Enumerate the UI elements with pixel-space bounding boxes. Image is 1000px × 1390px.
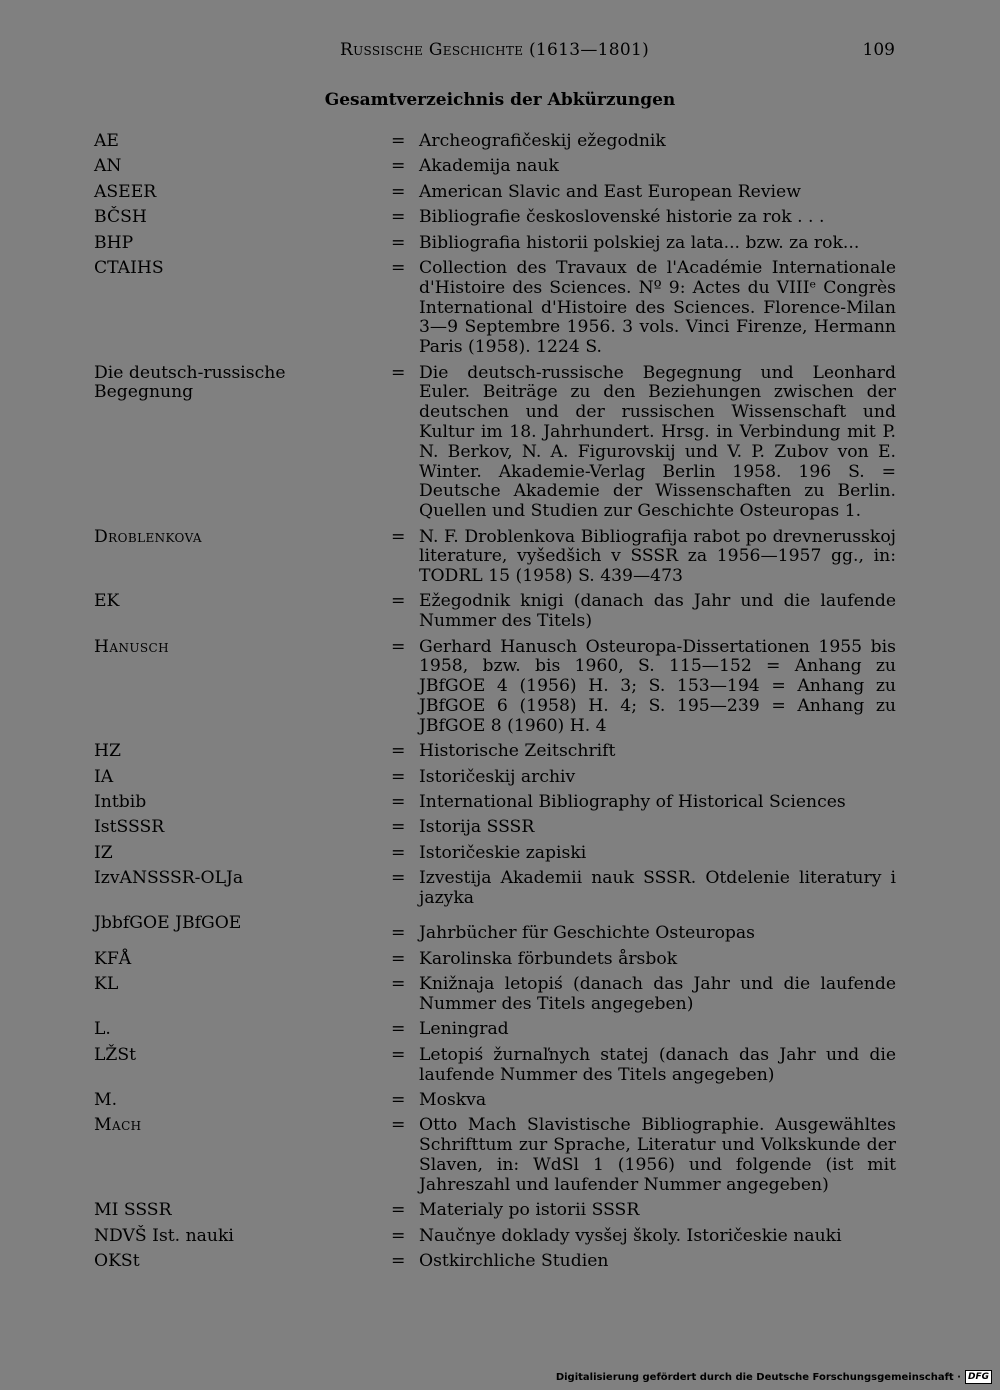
list-item	[94, 638, 896, 737]
list-item	[94, 869, 896, 909]
abbreviation: LŽSt	[94, 1044, 137, 1065]
equals-sign: =	[391, 792, 406, 813]
list-item	[94, 592, 896, 632]
definition: Karolinska förbundets årsbok	[419, 948, 678, 969]
list-item	[94, 528, 896, 587]
equals-sign: =	[391, 526, 406, 547]
definition: Leningrad	[419, 1019, 509, 1040]
list-item	[94, 950, 896, 970]
abbreviation: L.	[94, 1019, 111, 1040]
page-header	[0, 40, 1000, 64]
equals-sign: =	[391, 923, 406, 944]
section-title: Gesamtverzeichnis der Abkürzungen	[324, 90, 676, 110]
abbreviation: OKSt	[94, 1250, 140, 1271]
definition: Izvestija Akademii nauk SSSR. Otdelenie literatury i jazyka	[419, 868, 896, 908]
abbreviation: KL	[94, 974, 119, 995]
list-item	[94, 742, 896, 762]
list-item	[94, 1020, 896, 1040]
list-item	[94, 1046, 896, 1086]
abbreviation: AN	[94, 156, 122, 177]
abbreviation: Die deutsch-russische Begegnung	[94, 362, 286, 403]
list-item	[94, 844, 896, 864]
equals-sign: =	[391, 362, 406, 383]
footer	[556, 1370, 992, 1384]
list-item	[94, 208, 896, 228]
equals-sign: =	[391, 817, 406, 838]
abbreviation: EK	[94, 591, 120, 612]
abbreviation: MI SSSR	[94, 1200, 172, 1221]
list-item	[94, 818, 896, 838]
definition: Knižnaja letopiś (danach das Jahr und die laufende Nummer des Titels angegeben)	[419, 974, 896, 1014]
abbreviation: Mach	[94, 1115, 142, 1136]
definition: Ežegodnik knigi (danach das Jahr und die laufende Nummer des Titels)	[419, 591, 896, 632]
abbreviation: BČSH	[94, 207, 147, 228]
list-item	[94, 1116, 896, 1195]
definition: Bibliografia historii polskiej za lata... bzw. za rok...	[419, 232, 860, 253]
abbreviation: CTAIHS	[94, 257, 164, 278]
definition: Akademija nauk	[419, 156, 559, 177]
definition: Istoričeskij archiv	[419, 766, 576, 787]
footer-credit: Digitalisierung gefördert durch die Deutsche Forschungsgemeinschaft ·	[555, 1371, 961, 1383]
equals-sign: =	[391, 1089, 406, 1110]
equals-sign: =	[391, 156, 406, 177]
abbreviation: IstSSSR	[94, 817, 165, 838]
definition: Letopiś žurnaľnych statej (danach das Jahr und die laufende Nummer des Titels angegeben)	[419, 1044, 896, 1085]
definition: Istorija SSSR	[419, 817, 535, 838]
abbreviation: BHP	[94, 232, 134, 253]
abbreviation: IZ	[94, 842, 113, 863]
abbreviation: AE	[94, 131, 119, 151]
equals-sign: =	[391, 1044, 406, 1065]
list-item	[94, 157, 896, 177]
running-title: Russische Geschichte (1613—1801)	[340, 40, 650, 60]
definition: Naučnye doklady vysšej školy. Istoričeskie nauki	[419, 1225, 842, 1246]
abbreviation: ASEER	[94, 181, 157, 202]
equals-sign: =	[391, 974, 406, 995]
abbreviation-list	[94, 132, 896, 1277]
abbreviation: NDVŠ Ist. nauki	[94, 1225, 234, 1246]
abbreviation: KFÅ	[94, 948, 132, 969]
dfg-logo: DFG	[965, 1370, 992, 1384]
definition: Moskva	[419, 1089, 487, 1110]
abbreviation: IA	[94, 766, 114, 787]
abbreviation: M.	[94, 1089, 118, 1110]
equals-sign: =	[391, 636, 406, 657]
list-item	[94, 183, 896, 203]
list-item	[94, 975, 896, 1015]
list-item	[94, 768, 896, 788]
equals-sign: =	[391, 868, 406, 889]
definition: Otto Mach Slavistische Bibliographie. Ausgewähltes Schrifttum zur Sprache, Literatur und Volkskunde der Slaven, in: WdSl 1 (1956) und folgende (ist mit Jahreszahl und laufender Nummer angegeben)	[419, 1115, 896, 1195]
definition: Collection des Travaux de l'Académie Internationale d'Histoire des Sciences. Nº 9: Actes du VIIIᵉ Congrès International d'Histoire des Sciences. Florence-Milan 3—9 Septembre 1956. 3 vols. Vinci Firenze, Hermann Paris (1958). 1224 S.	[419, 257, 896, 358]
list-item	[94, 132, 896, 152]
abbreviation: Intbib	[94, 792, 147, 813]
definition: Istoričeskie zapiski	[419, 842, 587, 863]
definition: Archeografičeskij ežegodnik	[419, 131, 666, 151]
abbreviation: IzvANSSSR-OLJa	[94, 868, 244, 889]
equals-sign: =	[391, 1115, 406, 1136]
abbreviation: Droblenkova	[94, 526, 202, 547]
definition: Bibliografie československé historie za rok . . .	[419, 207, 825, 228]
definition: Ostkirchliche Studien	[419, 1250, 609, 1271]
list-item	[94, 259, 896, 358]
list-item	[94, 793, 896, 813]
equals-sign: =	[391, 1250, 406, 1271]
equals-sign: =	[391, 766, 406, 787]
list-item	[94, 1201, 896, 1221]
abbreviation: JbbfGOE JBfGOE	[94, 913, 242, 934]
equals-sign: =	[391, 1225, 406, 1246]
list-item	[94, 234, 896, 254]
equals-sign: =	[391, 1200, 406, 1221]
abbreviation: HZ	[94, 741, 121, 762]
page-number: 109	[862, 40, 895, 60]
equals-sign: =	[391, 207, 406, 228]
equals-sign: =	[391, 948, 406, 969]
equals-sign: =	[391, 257, 406, 278]
equals-sign: =	[391, 591, 406, 612]
definition: American Slavic and East European Review	[419, 181, 801, 202]
definition: N. F. Droblenkova Bibliografija rabot po drevnerusskoj literature, vyšedšich v SSSR za 1956—1957 gg., in: TODRL 15 (1958) S. 439—473	[419, 526, 896, 587]
definition: Jahrbücher für Geschichte Osteuropas	[419, 923, 755, 944]
definition: Die deutsch-russische Begegnung und Leonhard Euler. Beiträge zu den Beziehungen zwischen der deutschen und der russischen Wissenschaft und Kultur im 18. Jahrhundert. Hrsg. in Verbindung mit P. N. Berkov, N. A. Figurovskij und V. P. Zubov von E. Winter. Akademie-Verlag Berlin 1958. 196 S. = Deutsche Akademie der Wissenschaften zu Berlin. Quellen und Studien zur Geschichte Osteuropas 1.	[419, 362, 896, 522]
definition: Materialy po istorii SSSR	[419, 1200, 640, 1221]
list-item	[94, 1252, 896, 1272]
definition: Gerhard Hanusch Osteuropa-Dissertationen 1955 bis 1958, bzw. bis 1960, S. 115—152 = Anhang zu JBfGOE 4 (1956) H. 3; S. 153—194 = Anhang zu JBfGOE 6 (1958) H. 4; S. 195—239 = Anhang zu JBfGOE 8 (1960) H. 4	[419, 636, 896, 736]
equals-sign: =	[391, 232, 406, 253]
equals-sign: =	[391, 181, 406, 202]
abbreviation: Hanusch	[94, 636, 169, 657]
equals-sign: =	[391, 131, 406, 151]
list-item	[94, 1227, 896, 1247]
definition: International Bibliography of Historical Sciences	[419, 792, 846, 813]
list-item	[94, 914, 896, 944]
equals-sign: =	[391, 741, 406, 762]
definition: Historische Zeitschrift	[419, 741, 616, 762]
list-item	[94, 364, 896, 522]
equals-sign: =	[391, 842, 406, 863]
list-item	[94, 1091, 896, 1111]
equals-sign: =	[391, 1019, 406, 1040]
